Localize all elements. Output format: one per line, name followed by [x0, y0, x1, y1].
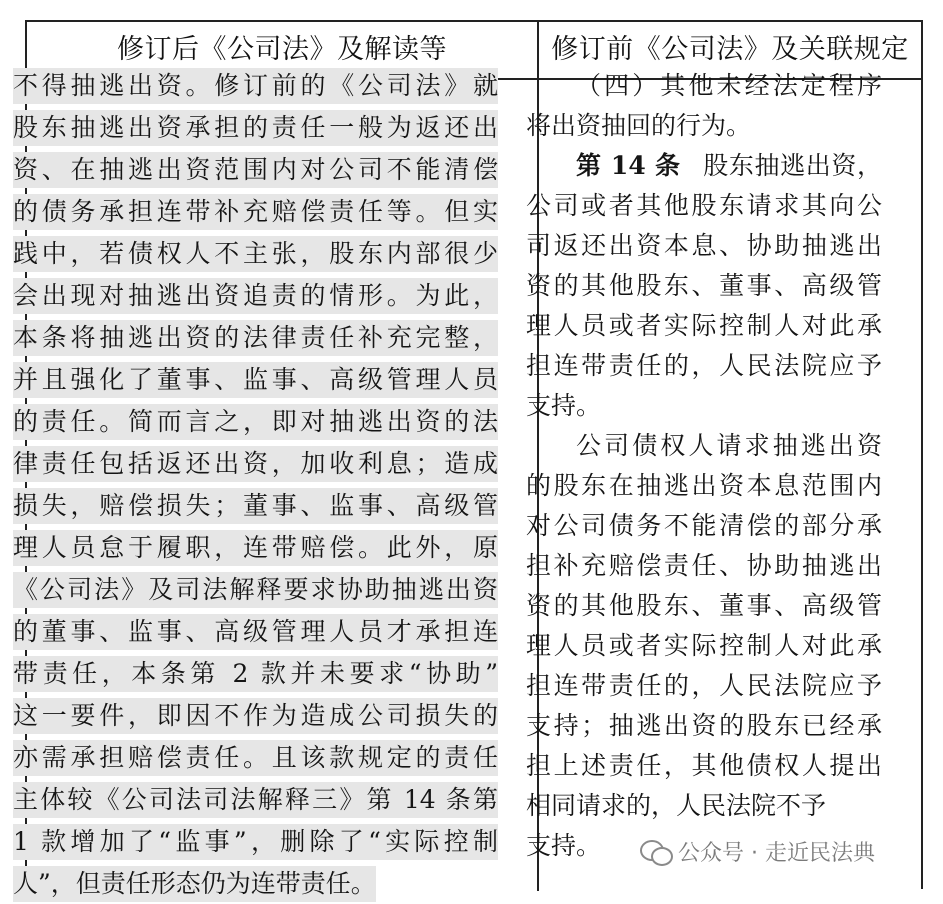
- right-column-previous-provisions: [526, 66, 882, 866]
- text-line: 对公司债务不能清偿的部分承: [526, 511, 882, 540]
- text-line: 担上述责任，其他债权人提出: [526, 751, 882, 780]
- watermark: [640, 834, 875, 874]
- text-line: 资的其他股东、董事、高级管: [526, 591, 882, 620]
- highlighted-text: 并且强化了董事、监事、高级管理人员: [13, 362, 498, 398]
- text-line: [13, 194, 498, 234]
- highlighted-text: 损失，赔偿损失；董事、监事、高级管: [13, 488, 498, 524]
- highlighted-text: 主体较《公司法司法解释三》第 14 条第: [13, 782, 498, 818]
- article-number: 第 14 条: [576, 151, 681, 180]
- text-line: [13, 362, 498, 402]
- text-line: 理人员或者实际控制人对此承: [526, 631, 882, 660]
- text-line: [13, 488, 498, 528]
- text-line: 担连带责任的，人民法院应予: [526, 351, 882, 380]
- text-line: 将出资抽回的行为。: [526, 111, 752, 140]
- text-line: [13, 656, 498, 696]
- highlighted-text: 律责任包括返还出资，加收利息；造成: [13, 446, 498, 482]
- text-line: 支持。: [526, 391, 602, 420]
- text-line: [13, 68, 498, 108]
- text-line: 担补充赔偿责任、协助抽逃出: [526, 551, 882, 580]
- highlighted-text: 的债务承担连带补充赔偿责任等。但实: [13, 194, 498, 230]
- text-line: 公司债权人请求抽逃出资: [576, 431, 882, 460]
- text-line: 理人员或者实际控制人对此承: [526, 311, 882, 340]
- text-line: [13, 864, 498, 904]
- text-line: [13, 236, 498, 276]
- text-line: [13, 824, 498, 864]
- highlighted-text: 践中，若债权人不主张，股东内部很少: [13, 236, 498, 272]
- text-line: 支持；抽逃出资的股东已经承: [526, 711, 882, 740]
- text-line: [13, 782, 498, 822]
- highlighted-text: 亦需承担赔偿责任。且该款规定的责任: [13, 740, 498, 776]
- text-line: 公司或者其他股东请求其向公: [526, 191, 882, 220]
- text-line: 担连带责任的，人民法院应予: [526, 671, 882, 700]
- highlighted-text: 理人员怠于履职，连带赔偿。此外，原: [13, 530, 498, 566]
- watermark-text: 公众号 · 走近民法典: [678, 841, 875, 866]
- highlighted-text: 的责任。简而言之，即对抽逃出资的法: [13, 404, 498, 440]
- text-line: [13, 404, 498, 444]
- wechat-icon: [640, 838, 674, 866]
- article-text: 股东抽逃出资，: [702, 151, 882, 180]
- text-line: 资的其他股东、董事、高级管: [526, 271, 882, 300]
- highlighted-text: 《公司法》及司法解释要求协助抽逃出资: [13, 572, 498, 608]
- text-line: 相同请求的，人民法院不予: [526, 791, 827, 820]
- header-previous-law: 修订前《公司法》及关联规定: [551, 34, 909, 65]
- text-line: [13, 530, 498, 570]
- text-line: 的股东在抽逃出资本息范围内: [526, 471, 882, 500]
- text-line: [13, 740, 498, 780]
- highlighted-text: 1 款增加了“监事”，删除了“实际控制: [13, 824, 498, 860]
- highlighted-text: 带责任，本条第 2 款并未要求“协助”: [13, 656, 498, 692]
- highlighted-text: 不得抽逃出资。修订前的《公司法》就: [13, 68, 498, 104]
- left-column-interpretation: [13, 66, 498, 904]
- highlighted-text: 资、在抽逃出资范围内对公司不能清偿: [13, 152, 498, 188]
- text-line: [13, 446, 498, 486]
- highlighted-text: 人”，但责任形态仍为连带责任。: [13, 866, 376, 902]
- text-line: [13, 572, 498, 612]
- text-line: 司返还出资本息、协助抽逃出: [526, 231, 882, 260]
- text-line: 支持。: [526, 831, 602, 860]
- text-line: [13, 698, 498, 738]
- text-line: [13, 320, 498, 360]
- text-line: [526, 146, 882, 186]
- highlighted-text: 本条将抽逃出资的法律责任补充完整，: [13, 320, 498, 356]
- text-line: [13, 110, 498, 150]
- highlighted-text: 这一要件，即因不作为造成公司损失的: [13, 698, 498, 734]
- text-line: （四）其他未经法定程序: [576, 71, 882, 100]
- highlighted-text: 股东抽逃出资承担的责任一般为返还出: [13, 110, 498, 146]
- highlighted-text: 的董事、监事、高级管理人员才承担连: [13, 614, 498, 650]
- header-revised-law: 修订后《公司法》及解读等: [117, 34, 447, 65]
- text-line: [13, 152, 498, 192]
- highlighted-text: 会出现对抽逃出资追责的情形。为此，: [13, 278, 498, 314]
- text-line: [13, 614, 498, 654]
- text-line: [13, 278, 498, 318]
